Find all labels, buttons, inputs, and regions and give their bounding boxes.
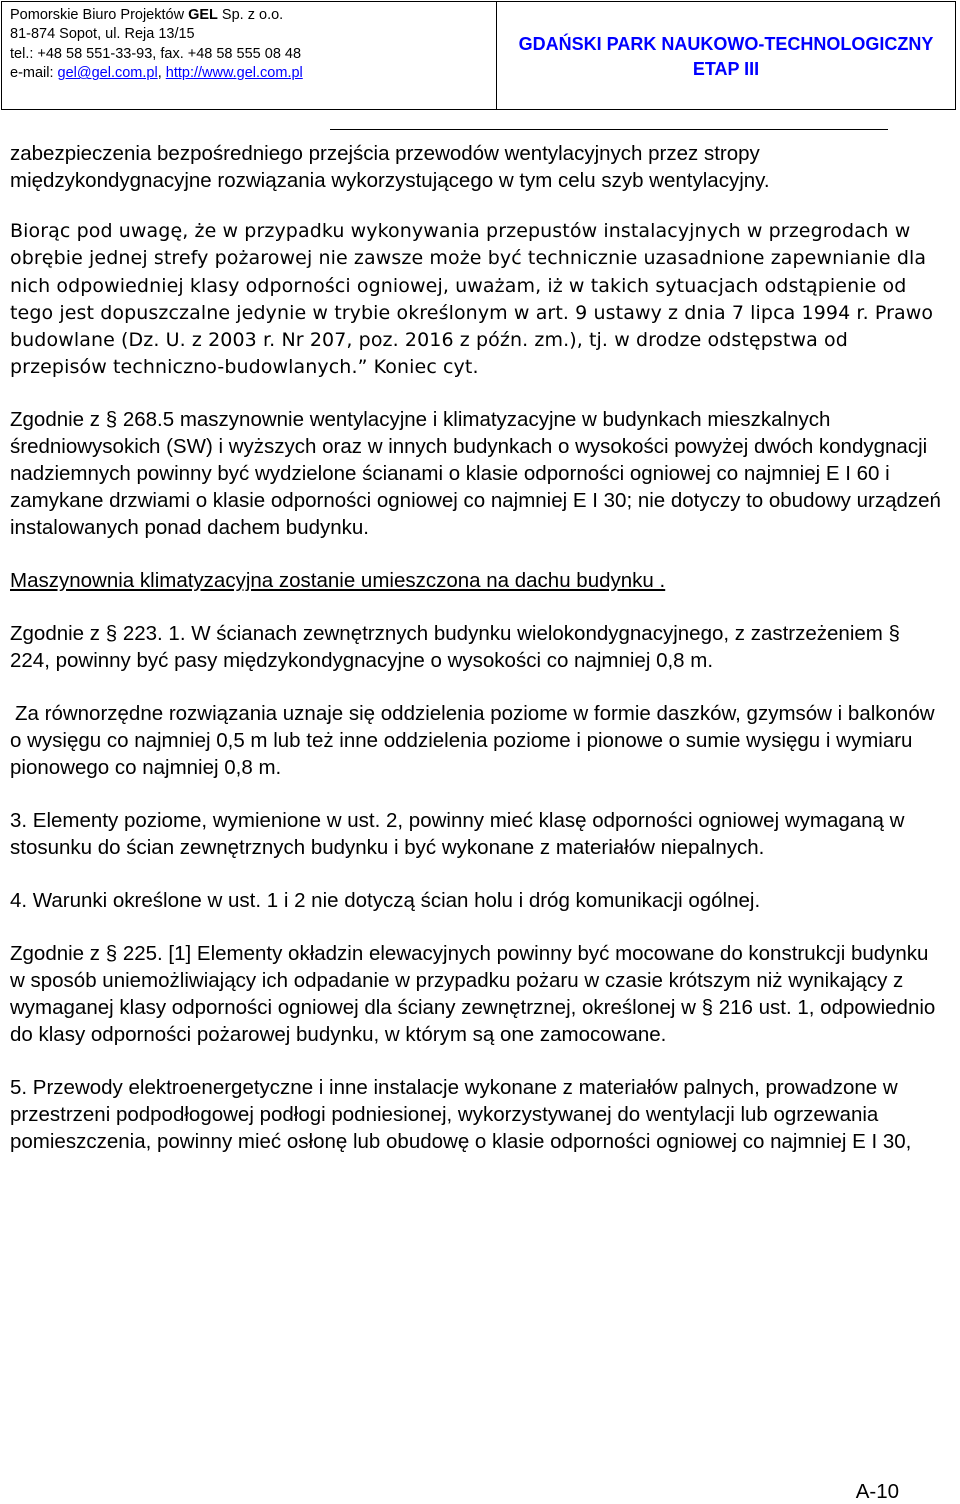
project-title: GDAŃSKI PARK NAUKOWO-TECHNOLOGICZNY	[518, 33, 934, 54]
company-name-text: Pomorskie Biuro Projektów	[10, 7, 189, 23]
company-name-suffix: Sp. z o.o.	[217, 7, 284, 23]
paragraph-10: 5. Przewody elektroenergetyczne i inne instalacje wykonane z materiałów palnych, prowadzone w przestrzeni podpodłogowej podłogi podniesionej, wykorzystywanej do wentylacji lub ogrzewania pomieszczenia, powinny mieć osłonę lub obudowę o klasie odporności ogniowej co najmniej E I 30,	[10, 1075, 912, 1153]
company-info	[2, 2, 497, 109]
paragraph-6: Za równorzędne rozwiązania uznaje się oddzielenia poziome w formie daszków, gzymsów i balkonów o wysięgu co najmniej 0,5 m lub też inne oddzielenia poziome i pionowe o sumie wysięgu i wymiaru pionowego co najmniej 0,8 m.	[10, 701, 935, 779]
email-link[interactable]: gel@gel.com.pl	[57, 65, 158, 82]
paragraph-7: 3. Elementy poziome, wymienione w ust. 2, powinny mieć klasę odporności ogniowej wymaganą w stosunku do ścian zewnętrznych budynku i być wykonane z materiałów niepalnych.	[10, 808, 905, 859]
page-number: A-10	[855, 1480, 899, 1503]
header-divider	[330, 129, 888, 130]
project-phase: ETAP III	[692, 58, 760, 79]
website-link[interactable]: http://www.gel.com.pl	[165, 65, 303, 82]
company-contact	[10, 64, 496, 83]
company-name	[10, 6, 496, 25]
paragraph-8: 4. Warunki określone w ust. 1 i 2 nie dotyczą ścian holu i dróg komunikacji ogólnej.	[10, 888, 761, 912]
paragraph-4: Maszynownia klimatyzacyjna zostanie umieszczona na dachu budynku .	[10, 568, 666, 592]
paragraph-9: Zgodnie z § 225. [1] Elementy okładzin elewacyjnych powinny być mocowane do konstrukcji budynku w sposób uniemożliwiający ich odpadanie w przypadku pożaru w czasie krótszym niż wynikający z wymaganej klasy odporności ogniowej dla ściany zewnętrznej, określonej w § 216 ust. 1, odpowiednio do klasy odporności pożarowej budynku, w którym są one zamocowane.	[10, 941, 936, 1046]
paragraph-1: zabezpieczenia bezpośredniego przejścia przewodów wentylacyjnych przez stropy międzykondygnacyjne rozwiązania wykorzystującego w tym celu szyb wentylacyjny.	[10, 142, 770, 192]
paragraph-3: Zgodnie z § 268.5 maszynownie wentylacyjne i klimatyzacyjne w budynkach mieszkalnych średniowysokich (SW) i wyższych oraz w innych budynkach o wysokości powyżej dwóch kondygnacji nadziemnych powinny być wydzielone ścianami o klasie odporności ogniowej co najmniej E I 60 i zamykane drzwiami o klasie odporności ogniowej co najmniej E I 30; nie dotyczy to obudowy urządzeń instalowanych ponad dachem budynku.	[10, 407, 941, 539]
company-phone: tel.: +48 58 551-33-93, fax. +48 58 555 08 48	[10, 45, 302, 62]
project-title-block	[497, 2, 955, 109]
page-header	[1, 1, 956, 110]
company-address: 81-874 Sopot, ul. Reja 13/15	[10, 26, 195, 43]
company-name-bold: GEL	[188, 7, 218, 23]
email-label: e-mail:	[10, 65, 58, 82]
document-body	[10, 140, 945, 1155]
contact-separator: ,	[157, 65, 166, 82]
paragraph-2: Biorąc pod uwagę, że w przypadku wykonywania przepustów instalacyjnych w przegrodach w obrębie jednej strefy pożarowej nie zawsze może być technicznie uzasadnione zapewnianie dla nich odpowiedniej klasy odporności ogniowej, uważam, iż w takich sytuacjach odstąpienie od tego jest dopuszczalne jedynie w trybie określonym w art. 9 ustawy z dnia 7 lipca 1994 r. Prawo budowlane (Dz. U. z 2003 r. Nr 207, poz. 2016 z późn. zm.), tj. w drodze odstępstwa od przepisów techniczno-budowlanych.” Koniec cyt.	[10, 220, 934, 379]
paragraph-5: Zgodnie z § 223. 1. W ścianach zewnętrznych budynku wielokondygnacyjnego, z zastrzeżeniem § 224, powinny być pasy międzykondygnacyjne o wysokości co najmniej 0,8 m.	[10, 621, 900, 672]
